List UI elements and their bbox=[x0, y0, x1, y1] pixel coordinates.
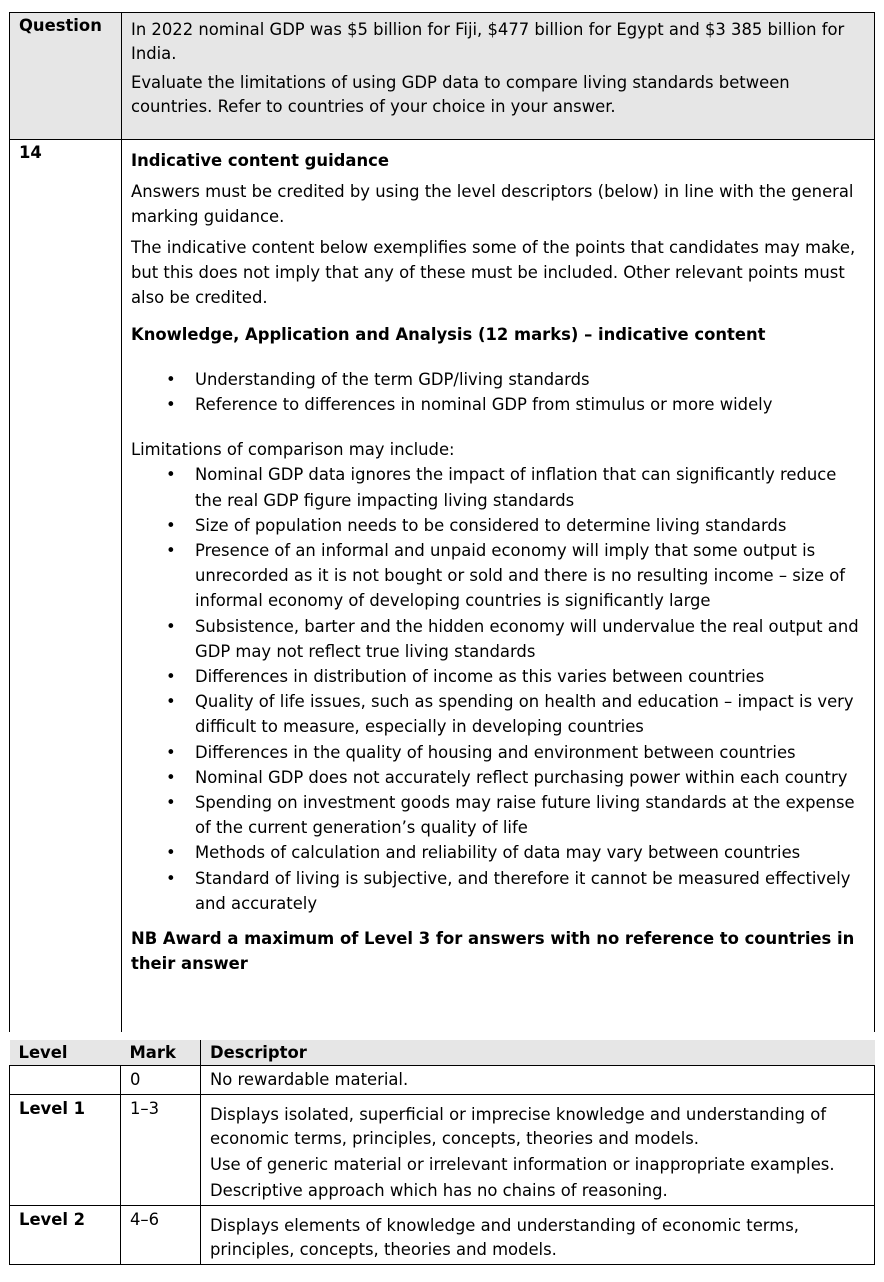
descriptor-text: Descriptive approach which has no chains of reasoning. bbox=[210, 1181, 668, 1200]
descriptor-cell bbox=[201, 1095, 875, 1206]
mark-scheme-table bbox=[9, 12, 875, 1032]
list-item: • Spending on investment goods may raise future living standards at the expense of the current generation’s quality of life bbox=[195, 790, 865, 840]
header-mark: Mark bbox=[121, 1040, 201, 1066]
level-cell bbox=[10, 1066, 121, 1095]
header-level: Level bbox=[10, 1040, 121, 1066]
descriptor-text: No rewardable material. bbox=[210, 1070, 409, 1089]
level-cell: Level 1 bbox=[10, 1095, 121, 1206]
table-row bbox=[10, 1066, 875, 1095]
list-item: • Reference to differences in nominal GDP from stimulus or more widely bbox=[195, 392, 865, 417]
question-task: Evaluate the limitations of using GDP data to compare living standards between countries. Refer to countries of your choice in your answer. bbox=[131, 73, 790, 116]
list-item: • Differences in distribution of income as this varies between countries bbox=[195, 664, 865, 689]
mark-cell: 4–6 bbox=[121, 1206, 201, 1265]
guidance-heading: Indicative content guidance bbox=[131, 151, 389, 170]
mark-cell: 0 bbox=[121, 1066, 201, 1095]
list-item: • Nominal GDP data ignores the impact of inflation that can significantly reduce the real GDP figure impacting living standards bbox=[195, 462, 865, 512]
knowledge-bullet-list bbox=[131, 367, 865, 417]
list-item: • Standard of living is subjective, and therefore it cannot be measured effectively and accurately bbox=[195, 866, 865, 916]
table-row bbox=[10, 1206, 875, 1265]
guidance-intro-2: The indicative content below exemplifies some of the points that candidates may make, but this does not imply that any of these must be included. Other relevant points must also be credited. bbox=[131, 238, 856, 307]
nb-note: NB Award a maximum of Level 3 for answers with no reference to countries in their answer bbox=[131, 929, 855, 974]
question-label: Question bbox=[19, 16, 102, 35]
question-number: 14 bbox=[19, 143, 42, 162]
list-item: • Subsistence, barter and the hidden economy will undervalue the real output and GDP may not reflect true living standards bbox=[195, 614, 865, 664]
descriptor-cell bbox=[201, 1066, 875, 1095]
descriptor-text: Use of generic material or irrelevant information or inappropriate examples. bbox=[210, 1155, 835, 1174]
descriptor-text: Displays isolated, superficial or imprecise knowledge and understanding of economic terms, principles, concepts, theories and models. bbox=[210, 1105, 827, 1148]
guidance-intro-1: Answers must be credited by using the level descriptors (below) in line with the general marking guidance. bbox=[131, 182, 854, 226]
question-row bbox=[10, 13, 874, 140]
list-item: • Understanding of the term GDP/living standards bbox=[195, 367, 865, 392]
list-item: • Size of population needs to be considered to determine living standards bbox=[195, 513, 865, 538]
level-descriptor-table bbox=[9, 1040, 875, 1265]
descriptor-cell bbox=[201, 1206, 875, 1265]
limitations-bullet-list bbox=[131, 462, 865, 916]
list-item: • Differences in the quality of housing and environment between countries bbox=[195, 740, 865, 765]
question-stimulus: In 2022 nominal GDP was $5 billion for Fiji, $477 billion for Egypt and $3 385 billion for India. bbox=[131, 20, 845, 63]
section-heading: Knowledge, Application and Analysis (12 marks) – indicative content bbox=[131, 325, 766, 344]
level-table-header bbox=[10, 1040, 875, 1066]
list-item: • Nominal GDP does not accurately reflect purchasing power within each country bbox=[195, 765, 865, 790]
list-item: • Quality of life issues, such as spending on health and education – impact is very difficult to measure, especially in developing countries bbox=[195, 689, 865, 739]
list-item: • Presence of an informal and unpaid economy will imply that some output is unrecorded as it is not bought or sold and there is no resulting income – size of informal economy of developing countries is significantly large bbox=[195, 538, 865, 614]
level-cell: Level 2 bbox=[10, 1206, 121, 1265]
mark-cell: 1–3 bbox=[121, 1095, 201, 1206]
header-descriptor: Descriptor bbox=[201, 1040, 875, 1066]
question-text bbox=[121, 13, 874, 139]
list-item: • Methods of calculation and reliability of data may vary between countries bbox=[195, 840, 865, 865]
guidance-row bbox=[10, 140, 874, 1032]
descriptor-text: Displays elements of knowledge and understanding of economic terms, principles, concepts, theories and models. bbox=[210, 1216, 799, 1259]
limitations-intro: Limitations of comparison may include: bbox=[131, 440, 455, 460]
guidance-content bbox=[121, 140, 874, 1032]
table-row bbox=[10, 1095, 875, 1206]
